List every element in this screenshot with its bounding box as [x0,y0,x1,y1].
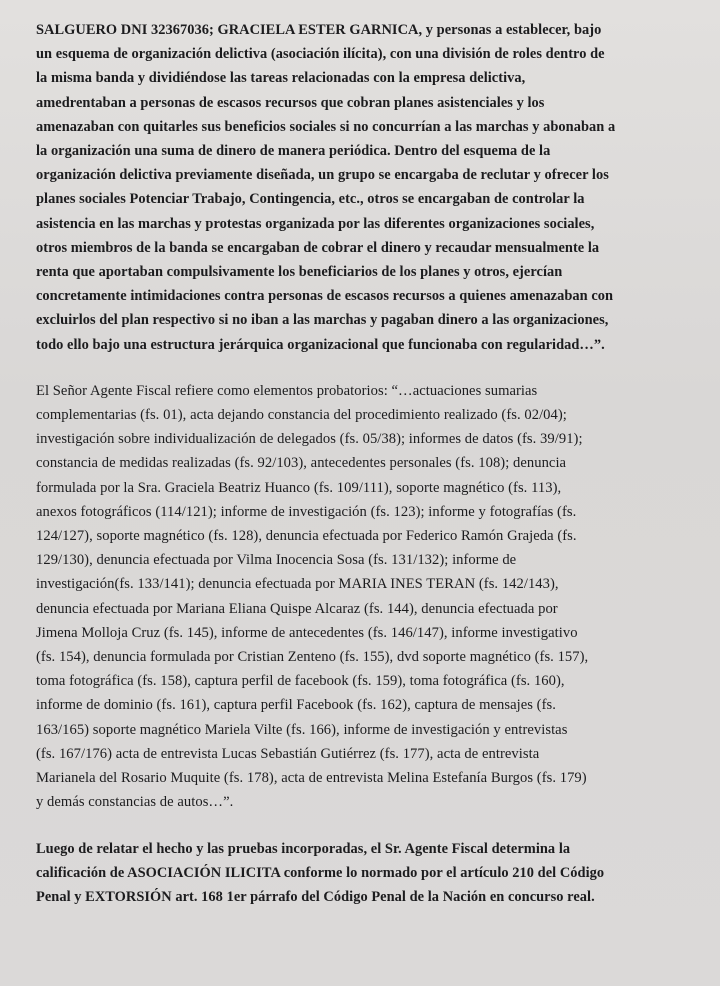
text-line: otros miembros de la banda se encargaban de cobrar el dinero y recaudar mensualmente la [36,239,600,256]
text-line: amenazaban con quitarles sus beneficios sociales si no concurrían a las marchas y abonaban a [36,118,616,135]
text-line: anexos fotográficos (114/121); informe de investigación (fs. 123); informe y fotografías (fs. [36,503,577,520]
text-line: excluirlos del plan respectivo si no iban a las marchas y pagaban dinero a las organizaciones, [36,312,609,329]
text-line: 163/165) soporte magnético Mariela Vilte (fs. 166), informe de investigación y entrevistas [36,721,568,738]
text-line: Luego de relatar el hecho y las pruebas incorporadas, el Sr. Agente Fiscal determina la [36,840,571,857]
text-line: renta que aportaban compulsivamente los beneficiarios de los planes y otros, ejercían [36,264,563,281]
text-line: Penal y EXTORSIÓN art. 168 1er párrafo del Código Penal de la Nación en concurso real. [36,888,595,905]
text-line: investigación sobre individualización de delegados (fs. 05/38); informes de datos (fs. 39/91); [36,431,583,448]
text-line: denuncia efectuada por Mariana Eliana Quispe Alcaraz (fs. 144), denuncia efectuada por [36,600,558,617]
text-line: toma fotográfica (fs. 158), captura perfil de facebook (fs. 159), toma fotográfica (fs. 160), [36,673,565,690]
text-line: un esquema de organización delictiva (asociación ilícita), con una división de roles dentro de [36,46,605,63]
text-line: informe de dominio (fs. 161), captura perfil Facebook (fs. 162), captura de mensajes (fs. [36,697,556,714]
text-line: la organización una suma de dinero de manera periódica. Dentro del esquema de la [36,143,551,160]
text-line: 129/130), denuncia efectuada por Vilma Inocencia Sosa (fs. 131/132); informe de [36,552,517,569]
paragraph-qualification [36,837,694,910]
text-line: calificación de ASOCIACIÓN ILICITA conforme lo normado por el artículo 210 del Código [36,864,605,881]
text-line: Jimena Molloja Cruz (fs. 145), informe de antecedentes (fs. 146/147), informe investigativo [36,624,578,641]
text-line: asistencia en las marchas y protestas organizada por las diferentes organizaciones sociales, [36,215,595,232]
text-line: planes sociales Potenciar Trabajo, Contingencia, etc., otros se encargaban de controlar la [36,191,585,208]
text-line: 124/127), soporte magnético (fs. 128), denuncia efectuada por Federico Ramón Grajeda (fs. [36,528,577,545]
text-line: SALGUERO DNI 32367036; GRACIELA ESTER GARNICA, y personas a establecer, bajo [36,22,602,38]
text-line: complementarias (fs. 01), acta dejando constancia del procedimiento realizado (fs. 02/04); [36,407,567,424]
text-line: y demás constancias de autos…”. [36,794,234,811]
text-line: formulada por la Sra. Graciela Beatriz Huanco (fs. 109/111), soporte magnético (fs. 113), [36,479,562,496]
text-line: (fs. 167/176) acta de entrevista Lucas Sebastián Gutiérrez (fs. 177), acta de entrevista [36,745,540,762]
text-line: organización delictiva previamente diseñada, un grupo se encargaba de reclutar y ofrecer los [36,167,609,184]
text-line: (fs. 154), denuncia formulada por Cristian Zenteno (fs. 155), dvd soporte magnético (fs. 157), [36,649,589,666]
text-line: amedrentaban a personas de escasos recursos que cobran planes asistenciales y los [36,94,545,111]
text-line: concretamente intimidaciones contra personas de escasos recursos a quienes amenazaban con [36,288,614,305]
text-line: investigación(fs. 133/141); denuncia efectuada por MARIA INES TERAN (fs. 142/143), [36,576,559,593]
paragraph-evidence [36,379,694,815]
text-line: Marianela del Rosario Muquite (fs. 178), acta de entrevista Melina Estefanía Burgos (fs. 179) [36,770,587,787]
text-line: todo ello bajo una estructura jerárquica organizacional que funcionaba con regularidad…”. [36,336,605,353]
paragraph-accusation [36,18,694,357]
text-line: constancia de medidas realizadas (fs. 92/103), antecedentes personales (fs. 108); denuncia [36,455,567,472]
text-line: El Señor Agente Fiscal refiere como elementos probatorios: “…actuaciones sumarias [36,382,538,399]
text-line: la misma banda y dividiéndose las tareas relacionadas con la empresa delictiva, [36,70,526,87]
